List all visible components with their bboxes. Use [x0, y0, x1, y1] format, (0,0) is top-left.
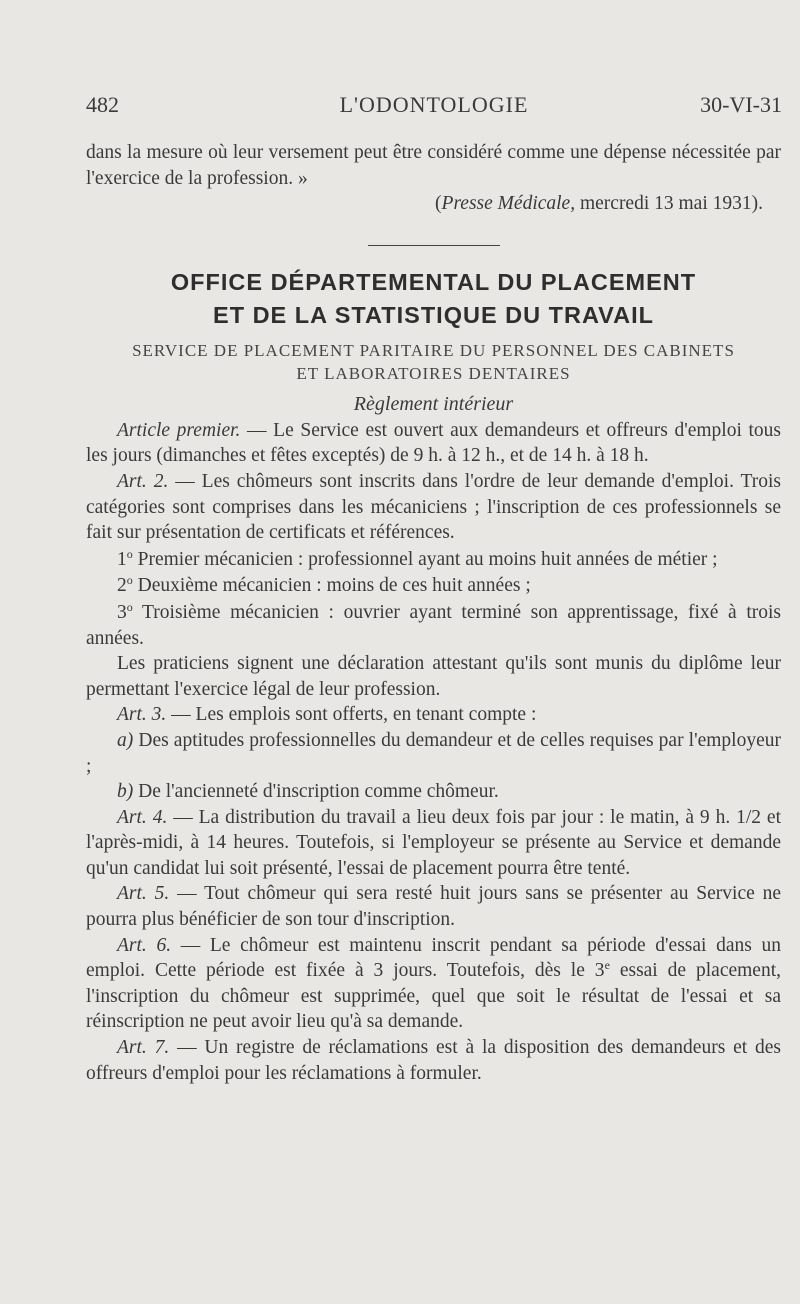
article-2-item-2	[86, 573, 781, 599]
source-journal: Presse Médicale,	[441, 193, 576, 215]
item-b-letter: b)	[117, 781, 134, 803]
article-5-label: Art. 5.	[117, 883, 170, 905]
article-3-text: — Les emplois sont offerts, en tenant compte :	[166, 704, 537, 726]
article-3-item-b	[86, 779, 781, 805]
article-2-text: — Les chômeurs sont inscrits dans l'ordre de leur demande d'emploi. Trois catégories sont comprises dans les mécaniciens ; l'inscription de ces professionnels se fait sur présentation de certificats et références.	[86, 470, 781, 544]
source-rest: mercredi 13 mai 1931).	[575, 193, 763, 215]
source-open: (	[435, 193, 442, 215]
article-4-label: Art. 4.	[117, 806, 168, 828]
item-b-text: De l'ancienneté d'inscription comme chômeur.	[133, 781, 499, 803]
item-1-text: Premier mécanicien : professionnel ayant au moins huit années de métier ;	[132, 548, 718, 570]
ordinal-mark: o	[126, 599, 133, 614]
page-body	[86, 140, 781, 1086]
article-4-text: — La distribution du travail a lieu deux fois par jour : le matin, à 9 h. 1/2 et l'après-midi, à 14 heures. Toutefois, si l'employeur se présente au Service et demande qu'un candidat lui soit présenté, l'essai de placement pourra être tenté.	[86, 806, 781, 879]
reglement-subheading: Règlement intérieur	[353, 392, 514, 415]
issue-date: 30-VI-31	[700, 92, 782, 117]
article-6-text-1: — Le chômeur est maintenu inscrit pendant sa période d'essai dans un emploi. Cette période est fixée à 3 jours. Toutefois, dès le 3	[86, 934, 782, 982]
article-6-label: Art. 6.	[117, 934, 172, 956]
article-3	[86, 702, 781, 728]
article-2-item-3	[86, 600, 781, 651]
item-1-number: 1	[117, 548, 127, 570]
ordinal-mark: o	[126, 573, 133, 588]
main-heading-line-1: OFFICE DÉPARTEMENTAL DU PLACEMENT	[170, 268, 697, 295]
article-4	[86, 805, 781, 882]
article-6-sup: e	[604, 958, 610, 973]
item-a-letter: a)	[117, 729, 134, 751]
item-2-number: 2	[117, 575, 127, 597]
article-3-label: Art. 3.	[117, 704, 167, 726]
item-a-text: Des aptitudes professionnelles du demandeur et de celles requises par l'employeur ;	[86, 729, 781, 777]
ordinal-mark: o	[126, 546, 133, 561]
article-6-text-2: essai de placement, l'inscription du chômeur est supprimée, quel que soit le résultat de l'essai et sa réinscription ne peut avoir lieu qu'à sa demande.	[86, 960, 782, 1033]
article-7-label: Art. 7.	[117, 1037, 170, 1059]
article-2-label: Art. 2.	[117, 470, 169, 492]
article-3-item-a	[86, 728, 781, 779]
article-2	[86, 469, 781, 546]
source-citation	[86, 191, 763, 217]
article-1	[86, 418, 781, 469]
intro-paragraph: dans la mesure où leur versement peut être considéré comme une dépense nécessitée par l'exercice de la profession. »	[86, 142, 781, 189]
item-3-text: Troisième mécanicien : ouvrier ayant terminé son apprentissage, fixé à trois années.	[86, 601, 781, 649]
page-number: 482	[86, 92, 119, 117]
service-heading-line-1: SERVICE DE PLACEMENT PARITAIRE DU PERSONNEL DES CABINETS	[132, 340, 735, 360]
item-2-text: Deuxième mécanicien : moins de ces huit années ;	[132, 575, 531, 597]
journal-title: L'ODONTOLOGIE	[339, 92, 529, 117]
item-3-number: 3	[117, 601, 127, 623]
article-2-note: Les praticiens signent une déclaration attestant qu'ils sont munis du diplôme leur permettant l'exercice légal de leur profession.	[86, 653, 781, 700]
article-1-text: — Le Service est ouvert aux demandeurs et offreurs d'emploi tous les jours (dimanches et fêtes exceptés) de 9 h. à 12 h., et de 14 h. à 18 h.	[86, 419, 781, 467]
section-divider	[368, 245, 500, 246]
running-header	[86, 92, 782, 122]
article-5	[86, 881, 781, 932]
article-2-item-1	[86, 547, 781, 573]
article-6	[86, 933, 781, 1035]
article-5-text: — Tout chômeur qui sera resté huit jours sans se présenter au Service ne pourra plus bénéficier de son tour d'inscription.	[86, 883, 782, 931]
main-heading-line-2: ET DE LA STATISTIQUE DU TRAVAIL	[213, 301, 654, 328]
article-1-label: Article premier.	[117, 419, 241, 441]
article-7	[86, 1035, 781, 1086]
service-heading-line-2: ET LABORATOIRES DENTAIRES	[296, 363, 571, 383]
article-7-text: — Un registre de réclamations est à la disposition des demandeurs et des offreurs d'emploi pour les réclamations à formuler.	[86, 1037, 781, 1084]
